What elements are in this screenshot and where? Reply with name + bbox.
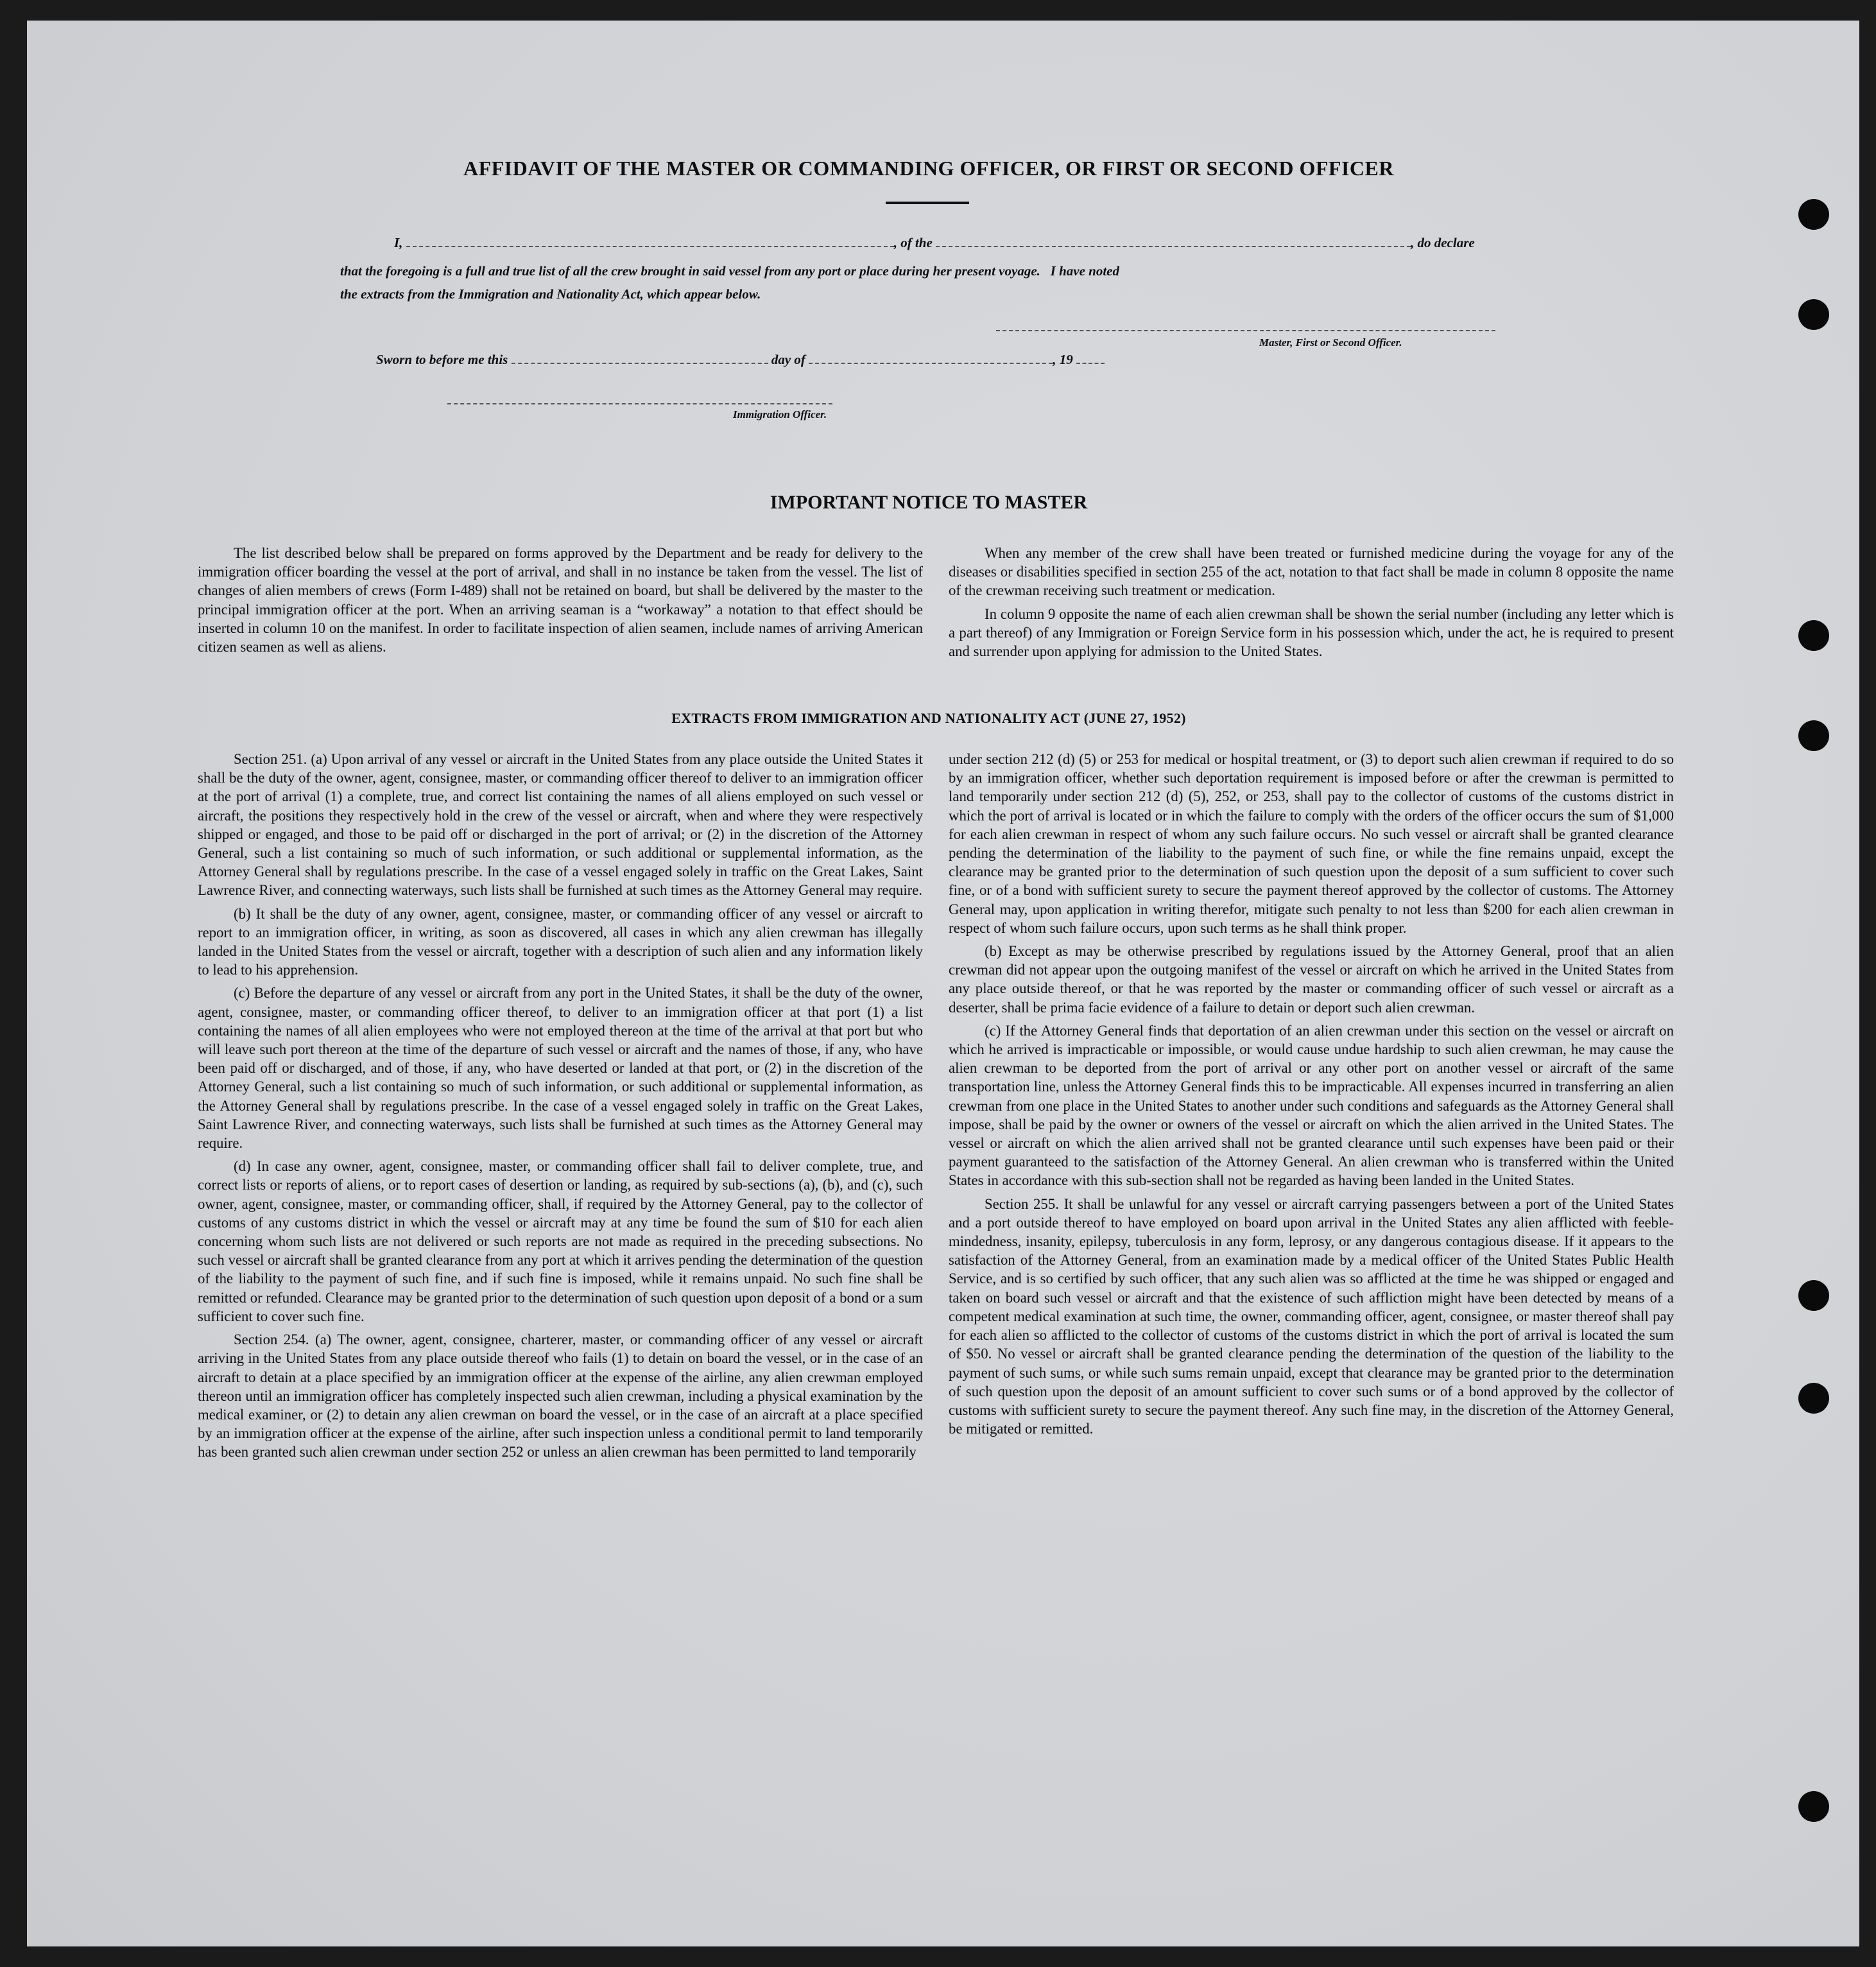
affidavit-title: AFFIDAVIT OF THE MASTER OR COMMANDING OFFICER, OR FIRST OR SECOND OFFICER bbox=[463, 157, 1394, 180]
officer-signature-line[interactable] bbox=[447, 403, 832, 404]
binder-hole bbox=[1798, 1383, 1829, 1414]
extracts-right-column bbox=[949, 750, 1674, 1443]
sworn-month-field[interactable] bbox=[809, 354, 1053, 364]
sworn-label: Sworn to before me this bbox=[376, 352, 508, 367]
name-field[interactable] bbox=[406, 237, 894, 247]
section-251-d: (d) In case any owner, agent, consignee, master, or commanding officer shall fail to deliver complete, true, and correct lists or reports of aliens, or to report cases of desertion or landing, as required by sub-sections (a), (b), and (c), such owner, agent, consignee, master, or commanding officer, shall, if required by the Attorney General, pay to the collector of customs of any customs district in which the vessel or aircraft may at any time be found the sum of $10 for each alien concerning whom such lists are not delivered or such reports are not made as required in the preceding subsections. No such vessel or aircraft shall be granted clearance from any port at which it arrives pending the determination of the question of the liability to the payment of such fine, and if such fine is imposed, while it remains unpaid. No such fine shall be remitted or refunded. Clearance may be granted prior to the determination of such question upon deposit of a bond or a sum sufficient to cover such fine. bbox=[198, 1158, 923, 1324]
binder-hole bbox=[1798, 620, 1829, 651]
affidavit-line-1 bbox=[394, 235, 1475, 251]
master-signature-line[interactable] bbox=[996, 330, 1495, 331]
binder-hole bbox=[1798, 720, 1829, 751]
binder-hole bbox=[1798, 299, 1829, 330]
binder-hole bbox=[1798, 1791, 1829, 1822]
extracts-heading: EXTRACTS FROM IMMIGRATION AND NATIONALITY ACT (JUNE 27, 1952) bbox=[671, 710, 1186, 726]
binder-hole bbox=[1798, 199, 1829, 230]
section-254-c: (c) If the Attorney General finds that deportation of an alien crewman under this section on the vessel or aircraft on which he arrived is impracticable or impossible, or would cause undue hardship to such alien crewman, he may cause the alien crewman to be deported from the port of arrival or any other port on another vessel or aircraft of the same transportation line, unless the Attorney General finds this to be impracticable. All expenses incurred in transferring an alien crewman from one place in the United States to another under such conditions and safeguards as the Attorney General shall impose, shall be paid by the owner or owners of the vessel or aircraft on which the alien arrived in the United States. The vessel or aircraft on which the alien arrived shall not be granted clearance until such expenses have been paid or their payment guaranteed to the satisfaction of the Attorney General. An alien crewman who is transferred within the United States in accordance with this sub-section shall not be regarded as having been landed in the United States. bbox=[949, 1022, 1674, 1189]
notice-right-column bbox=[949, 544, 1674, 665]
title-rule bbox=[886, 202, 969, 204]
notice-left-column bbox=[198, 544, 923, 661]
sworn-line bbox=[376, 352, 1105, 368]
officer-caption: Immigration Officer. bbox=[733, 408, 827, 420]
notice-heading: IMPORTANT NOTICE TO MASTER bbox=[770, 492, 1088, 513]
section-255: Section 255. It shall be unlawful for any vessel or aircraft carrying passengers between a port of the United States and a port outside thereof to have employed on board upon arrival in the United States any alien afflicted with feeble-mindedness, insanity, epilepsy, tuberculosis in any form, leprosy, or any dangerous contagious disease. If it appears to the satisfaction of the Attorney General, from an examination made by a medical officer of the United States Public Health Service, and is so certified by such officer, that any such alien was so afflicted at the time he was shipped or engaged and taken on board such vessel or aircraft and that the existence of such affliction might have been detected by means of a competent medical examination at such time, the owner, commanding officer, agent, consignee, or master thereof shall pay for each alien so afflicted to the collector of customs of the customs district in which the port of arrival is located the sum of $50. No vessel or aircraft shall be granted clearance pending the determination of the question of the liability to the payment of such sums, or while such sums remain unpaid, except that clearance may be granted prior to the determination of such question upon the deposit of an amount sufficient to cover such sums or of a bond approved by the collector of customs with sufficient surety to secure the payment thereof. Any such fine may, in the discretion of the Attorney General, be mitigated or remitted. bbox=[949, 1195, 1674, 1437]
sworn-day-field[interactable] bbox=[512, 354, 768, 364]
day-of-label: day of bbox=[771, 352, 805, 367]
affidavit-line-2: that the foregoing is a full and true list of all the crew brought in said vessel from any port or place during her present voyage. I have noted bbox=[340, 263, 1119, 279]
section-251-a: Section 251. (a) Upon arrival of any vessel or aircraft in the United States from any place outside the United States it shall be the duty of the owner, agent, consignee, master, or commanding officer thereof to deliver to an immigration officer at the port of arrival (1) a complete, true, and correct list containing the names of all aliens employed on such vessel or aircraft, the positions they respectively hold in the crew of the vessel or aircraft, when and where they were respectively shipped or engaged, and those to be paid off or discharged in the port of arrival; or (2) in the discretion of the Attorney General, such a list containing so much of such information, or such additional or supplemental information, as the Attorney General shall by regulations prescribe. In the case of a vessel engaged solely in traffic on the Great Lakes, Saint Lawrence River, and connecting waterways, such lists shall be furnished at such times as the Attorney General may require. bbox=[198, 751, 923, 899]
do-declare-label: , do declare bbox=[1411, 235, 1475, 250]
section-251-c: (c) Before the departure of any vessel or aircraft from any port in the United States, it shall be the duty of the owner, agent, consignee, master, or commanding officer thereof, to deliver to an immigration officer at that port (1) a list containing the names of all alien employees who were not employed thereon at the time of the arrival at that port but who will leave such port thereon at the time of the departure of such vessel or aircraft and the names of those, if any, who have been paid off or discharged, and of those, if any, who have deserted or landed at that port, or (2) in the discretion of the Attorney General, such a list containing so much of such information, or such additional or supplemental information, as the Attorney General shall by regulations prescribe. In the case of a vessel engaged solely in traffic on the Great Lakes, Saint Lawrence River, and connecting waterways, such lists shall be furnished at such times as the Attorney General may require. bbox=[198, 985, 923, 1152]
section-251-b: (b) It shall be the duty of any owner, agent, consignee, master, or commanding officer of any vessel or aircraft to report to an immigration officer, in writing, as soon as discovered, all cases in which any alien crewman has illegally landed in the United States from the vessel or aircraft, together with a description of such alien and any information likely to lead to his apprehension. bbox=[198, 905, 923, 978]
vessel-field[interactable] bbox=[936, 237, 1411, 247]
notice-paragraph: In column 9 opposite the name of each alien crewman shall be shown the serial number (including any letter which is a part thereof) of any Immigration or Foreign Service form in his possession which, under the act, he is required to present and surrender upon applying for admission to the United States. bbox=[949, 605, 1674, 660]
section-254-a-continued: under section 212 (d) (5) or 253 for medical or hospital treatment, or (3) to deport such alien crewman if required to do so by an immigration officer, whether such deportation requirement is imposed before or after the crewman is permitted to land temporarily under section 212 (d) (5), 252, or 253, shall pay to the collector of customs of the customs district in which the port of arrival is located or in which the failure to comply with the orders of the officer occurs the sum of $1,000 for each alien crewman in respect of whom any such failure occurs. No such vessel or aircraft shall be granted clearance pending the determination of the liability to the payment of such fine, or while the fine remains unpaid, except the clearance may be granted prior to the determination of such question upon the deposit of a sum sufficient to cover such fine, or of a bond with sufficient surety to secure the payment thereof approved by the collector of customs. The Attorney General may, upon application in writing therefor, mitigate such penalty to not less than $200 for each alien crewman in respect of whom such failure occurs, upon such terms as he shall think proper. bbox=[949, 751, 1674, 936]
affidavit-line-3: the extracts from the Immigration and Nationality Act, which appear below. bbox=[340, 286, 761, 302]
section-254-a: Section 254. (a) The owner, agent, consignee, charterer, master, or commanding officer of any vessel or aircraft arriving in the United States from any place outside thereof who fails (1) to detain on board the vessel, or in the case of an aircraft to detain at a place specified by an immigration officer at the expense of the airline, any alien crewman employed thereon until an immigration officer has completely inspected such alien crewman, including a physical examination by the medical examiner, or (2) to detain any alien crewman on board the vessel, or in the case of an aircraft at a place specified by an immigration officer at the expense of the airline, after such inspection unless a conditional permit to land temporarily has been granted such alien crewman under section 252 or unless an alien crewman has been permitted to land temporarily bbox=[198, 1331, 923, 1460]
extracts-left-column bbox=[198, 750, 923, 1466]
document-page bbox=[27, 21, 1859, 1946]
i-label: I, bbox=[394, 235, 403, 250]
section-254-b: (b) Except as may be otherwise prescribed by regulations issued by the Attorney General, proof that an alien crewman did not appear upon the outgoing manifest of the vessel or aircraft on which he arrived in the United States from any place outside thereof, or that he was reported by the master or commanding officer of such vessel or aircraft as a deserter, shall be prima facie evidence of a failure to detain or deport such alien crewman. bbox=[949, 943, 1674, 1016]
notice-paragraph: The list described below shall be prepared on forms approved by the Department and be ready for delivery to the immigration officer boarding the vessel at the port of arrival, and shall in no instance be taken from the vessel. The list of changes of alien members of crews (Form I-489) shall not be retained on board, but shall be delivered by the master to the principal immigration officer at the port. When an arriving seaman is a “workaway” a notation to that effect should be inserted in column 10 on the manifest. In order to facilitate inspection of alien seamen, include names of arriving American citizen seamen as well as aliens. bbox=[198, 545, 923, 655]
year-prefix: , 19 bbox=[1053, 352, 1073, 367]
master-caption: Master, First or Second Officer. bbox=[1259, 336, 1402, 349]
sworn-year-field[interactable] bbox=[1076, 354, 1105, 364]
notice-paragraph: When any member of the crew shall have been treated or furnished medicine during the voyage for any of the diseases or disabilities specified in section 255 of the act, notation to that fact shall be made in column 8 opposite the name of the crewman receiving such treatment or medication. bbox=[949, 545, 1674, 599]
of-the-label: , of the bbox=[893, 235, 933, 250]
binder-hole bbox=[1798, 1280, 1829, 1311]
